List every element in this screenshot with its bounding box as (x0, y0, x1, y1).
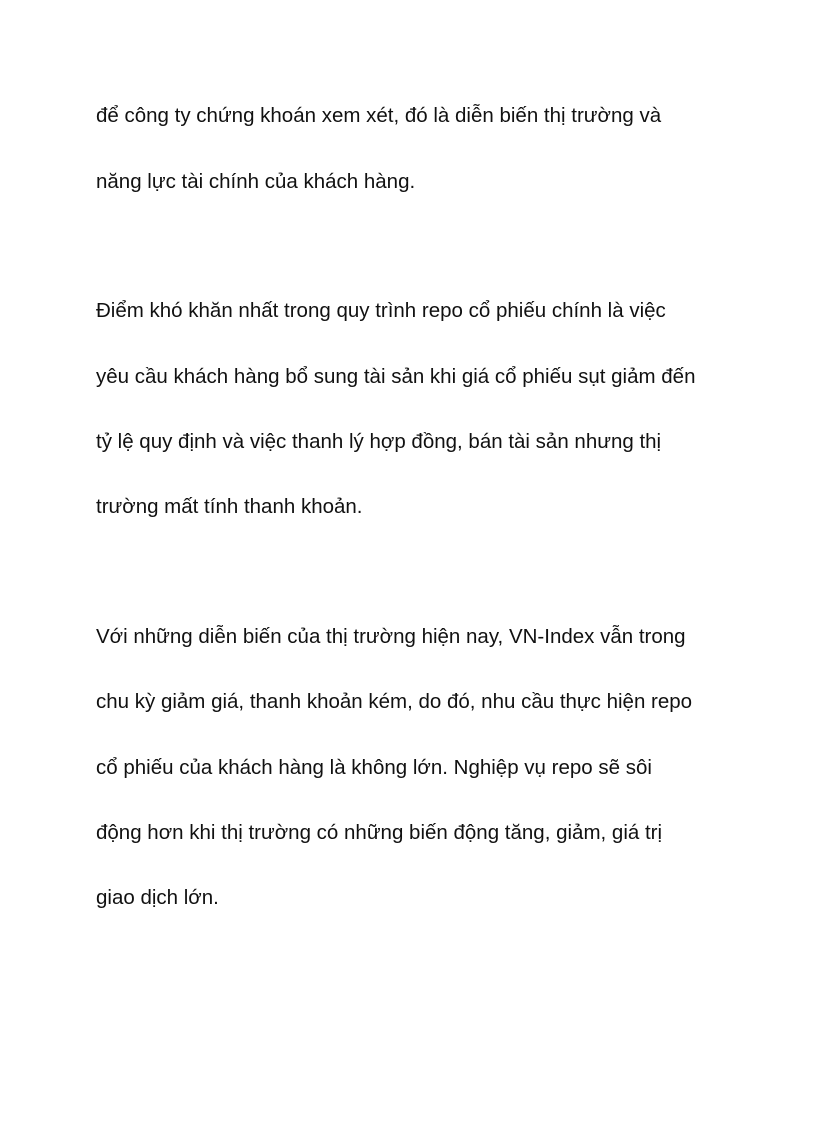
paragraph-line: cổ phiếu của khách hàng là không lớn. Nghiệp vụ repo sẽ sôi (96, 756, 652, 779)
paragraph-line: tỷ lệ quy định và việc thanh lý hợp đồng, bán tài sản nhưng thị (96, 430, 662, 453)
paragraph-line: trường mất tính thanh khoản. (96, 495, 363, 518)
paragraph-line: để công ty chứng khoán xem xét, đó là diễn biến thị trường và (96, 104, 662, 127)
paragraph-line: giao dịch lớn. (96, 886, 219, 909)
paragraph-line: Điểm khó khăn nhất trong quy trình repo cổ phiếu chính là việc (96, 299, 666, 322)
paragraph-line: yêu cầu khách hàng bổ sung tài sản khi giá cổ phiếu sụt giảm đến (96, 365, 696, 388)
paragraph-line: chu kỳ giảm giá, thanh khoản kém, do đó, nhu cầu thực hiện repo (96, 690, 693, 713)
paragraph-line: Với những diễn biến của thị trường hiện nay, VN-Index vẫn trong (96, 625, 686, 648)
paragraph-line: động hơn khi thị trường có những biến động tăng, giảm, giá trị (96, 821, 663, 844)
paragraph-line: năng lực tài chính của khách hàng. (96, 170, 416, 193)
